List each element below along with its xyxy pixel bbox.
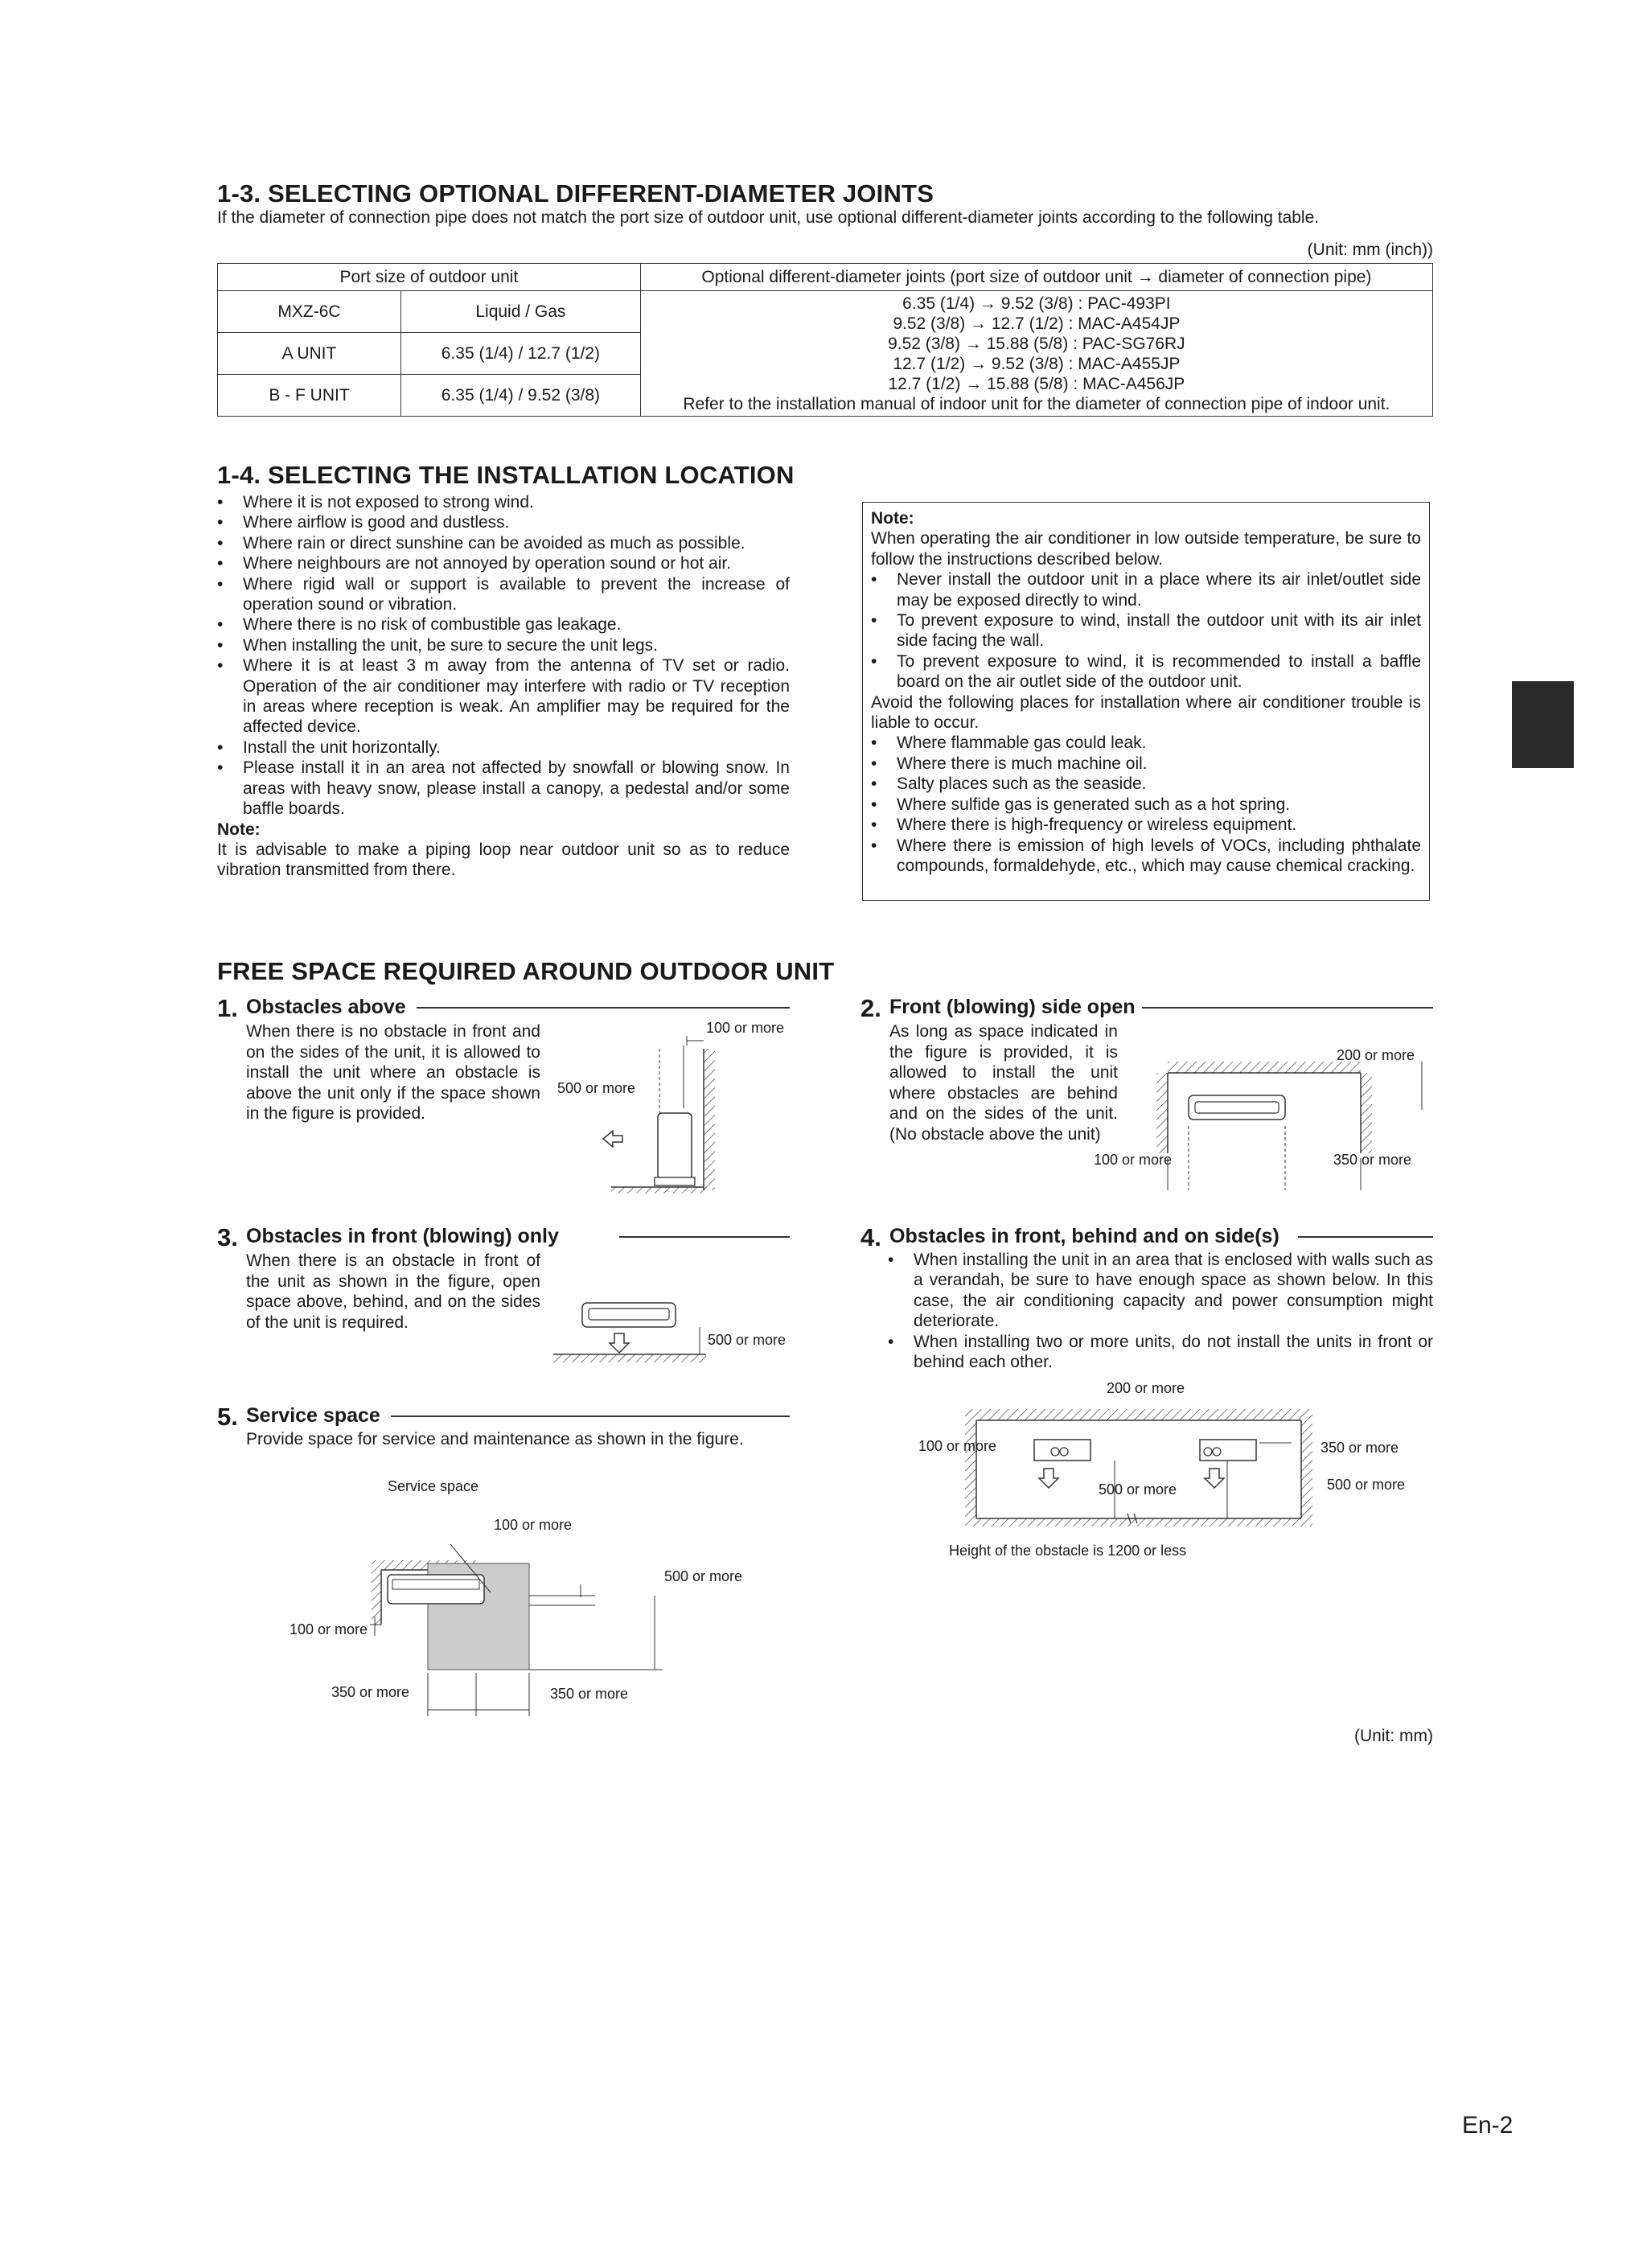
unit-note-inch: (Unit: mm (inch)) [1307, 240, 1433, 259]
section-rule [1142, 1007, 1433, 1009]
section-1-4-title: 1-4. SELECTING THE INSTALLATION LOCATION [217, 461, 795, 489]
dim-label: 500 or more [1327, 1477, 1406, 1493]
note-label: Note: [217, 820, 261, 839]
dim-label: 350 or more [1320, 1440, 1399, 1456]
list-item: • When installing the unit, be sure to secure the unit legs. [217, 635, 790, 655]
front-open-text: As long as space indicated in the figure is provided, it is allowed to install the unit where obstacles are behind and on the sides of the unit. (No obstacle above the unit) [889, 1022, 1118, 1144]
dim-label: 350 or more [331, 1684, 410, 1700]
list-item: • Where rain or direct sunshine can be avoided as much as possible. [217, 533, 790, 553]
s4-bullets [888, 1250, 1433, 1372]
list-item: • Where there is much machine oil. [871, 754, 1421, 774]
section-rule [619, 1236, 790, 1238]
service-space-title: Service space [246, 1404, 380, 1427]
list-item: • Salty places such as the seaside. [871, 774, 1421, 794]
section-number: 5. [217, 1403, 238, 1431]
section-number: 3. [217, 1223, 238, 1251]
dim-label: 500 or more [664, 1568, 743, 1584]
obstacles-all-sides-figure [962, 1401, 1316, 1538]
obstacles-above-figure [555, 1020, 796, 1194]
obstacles-above-title: Obstacles above [246, 996, 406, 1018]
list-item: • Please install it in an area not affected by snowfall or blowing snow. In areas with heavy snow, please install a canopy, a pedestal and/or some baffle boards. [217, 758, 790, 819]
free-space-title: FREE SPACE REQUIRED AROUND OUTDOOR UNIT [217, 957, 835, 985]
table-cell-model: A UNIT [218, 333, 401, 375]
location-bullets [217, 492, 790, 820]
section-1-3-title: 1-3. SELECTING OPTIONAL DIFFERENT-DIAMETER JOINTS [217, 179, 934, 207]
list-item: • Where sulfide gas is generated such as a hot spring. [871, 795, 1421, 815]
section-number: 4. [860, 1223, 881, 1251]
section-1-3-intro: If the diameter of connection pipe does not match the port size of outdoor unit, use optional different-diameter joints according to the following table. [217, 208, 1320, 227]
option-line: 12.7 (1/2) → 15.88 (5/8) : MAC-A456JP [888, 374, 1185, 393]
section-rule [1298, 1236, 1433, 1238]
list-item: • To prevent exposure to wind, it is recommended to install a baffle board on the air outlet side of the outdoor unit. [871, 651, 1421, 692]
section-rule [391, 1415, 790, 1417]
option-line: Refer to the installation manual of indoor unit for the diameter of connection pipe of indoor unit. [683, 394, 1390, 413]
list-item: • Where it is not exposed to strong wind. [217, 492, 790, 512]
list-item: • Where there is no risk of combustible gas leakage. [217, 614, 790, 635]
dim-label: Height of the obstacle is 1200 or less [949, 1543, 1187, 1559]
service-space-label: Service space [388, 1478, 479, 1494]
dim-label: 350 or more [1333, 1152, 1412, 1168]
table-cell-options [640, 291, 1432, 417]
note-box-bullets [871, 569, 1421, 692]
table-cell-size: Liquid / Gas [401, 291, 641, 333]
dim-label: 200 or more [1337, 1047, 1415, 1063]
dim-label: 500 or more [708, 1332, 787, 1348]
obstacles-front-title: Obstacles in front (blowing) only [246, 1225, 559, 1247]
list-item: • Where there is emission of high levels of VOCs, including phthalate compounds, formaldehyde, etc., which may cause chemical cracking. [871, 836, 1421, 877]
page-number: En-2 [1462, 2112, 1514, 2139]
list-item: • Where rigid wall or support is available to prevent the increase of operation sound or vibration. [217, 574, 790, 615]
section-tab-marker [1512, 681, 1574, 768]
obstacles-all-sides-list [888, 1250, 1433, 1372]
list-item: • Where neighbours are not annoyed by operation sound or hot air. [217, 553, 790, 573]
option-line: 6.35 (1/4) → 9.52 (3/8) : PAC-493PI [902, 294, 1171, 313]
list-item: • Where it is at least 3 m away from the antenna of TV set or radio. Operation of the air conditioner may interfere with radio or TV reception in areas where reception is weak. An amplifier may be required for the affected device. [217, 655, 790, 738]
table-cell-size: 6.35 (1/4) / 9.52 (3/8) [401, 375, 641, 417]
option-line: 9.52 (3/8) → 12.7 (1/2) : MAC-A454JP [893, 314, 1181, 333]
dim-label: 100 or more [706, 1020, 785, 1036]
obstacles-front-text: When there is an obstacle in front of the unit as shown in the figure, open space above, behind, and on the sides of the unit is required. [246, 1251, 540, 1332]
list-item: • When installing the unit in an area that is enclosed with walls such as a verandah, be sure to have enough space as shown below. In this case, the air conditioning capacity and power consumption might deteriorate. [888, 1250, 1433, 1332]
dim-label: 200 or more [1107, 1380, 1185, 1396]
dim-label: 100 or more [918, 1438, 997, 1454]
dim-label: 100 or more [1094, 1152, 1173, 1168]
unit-note-mm: (Unit: mm) [1354, 1727, 1433, 1745]
section-rule [417, 1007, 790, 1009]
obstacles-all-sides-title: Obstacles in front, behind and on side(s) [889, 1225, 1279, 1247]
option-line: 12.7 (1/2) → 9.52 (3/8) : MAC-A455JP [893, 354, 1181, 373]
list-item: • When installing two or more units, do not install the units in front or behind each other. [888, 1332, 1433, 1373]
list-item: • Where airflow is good and dustless. [217, 512, 790, 532]
list-item: • Where there is high-frequency or wireless equipment. [871, 815, 1421, 835]
table-cell-model: MXZ-6C [218, 291, 401, 333]
list-item: • To prevent exposure to wind, install the outdoor unit with its air inlet side facing the wall. [871, 610, 1421, 651]
location-list [217, 492, 790, 881]
note-box-intro: When operating the air conditioner in low outside temperature, be sure to follow the instructions described below. [871, 529, 1421, 569]
dim-label: 100 or more [290, 1621, 368, 1637]
dim-label: 350 or more [550, 1686, 629, 1702]
dim-label: 500 or more [557, 1080, 636, 1096]
note-box-avoid-bullets [871, 733, 1421, 876]
table-header-port: Port size of outdoor unit [218, 264, 641, 291]
list-item: • Never install the outdoor unit in a place where its air inlet/outlet side may be exposed directly to wind. [871, 569, 1421, 610]
front-open-title: Front (blowing) side open [889, 996, 1136, 1018]
option-line: 9.52 (3/8) → 15.88 (5/8) : PAC-SG76RJ [888, 334, 1185, 353]
note-box-label: Note: [871, 509, 914, 528]
note-box-avoid-intro: Avoid the following places for installation where air conditioner trouble is liable to occur. [871, 692, 1421, 733]
table-header-optional: Optional different-diameter joints (port size of outdoor unit → diameter of connection pipe) [640, 264, 1432, 291]
joints-table [217, 263, 1433, 417]
section-number: 2. [860, 994, 881, 1022]
note-text: It is advisable to make a piping loop near outdoor unit so as to reduce vibration transmitted from there. [217, 840, 790, 880]
section-number: 1. [217, 994, 238, 1022]
note-box [862, 502, 1430, 901]
dim-label: 100 or more [494, 1517, 573, 1533]
obstacles-above-text: When there is no obstacle in front and on the sides of the unit, it is allowed to install the unit where an obstacle is above the unit only if the space shown in the figure is provided. [246, 1022, 540, 1123]
service-space-text: Provide space for service and maintenance as shown in the figure. [246, 1430, 744, 1448]
table-cell-size: 6.35 (1/4) / 12.7 (1/2) [401, 333, 641, 375]
dim-label: 500 or more [1099, 1481, 1177, 1498]
table-cell-model: B - F UNIT [218, 375, 401, 417]
obstacles-front-figure [553, 1290, 714, 1362]
list-item: • Where flammable gas could leak. [871, 733, 1421, 753]
list-item: • Install the unit horizontally. [217, 738, 790, 758]
